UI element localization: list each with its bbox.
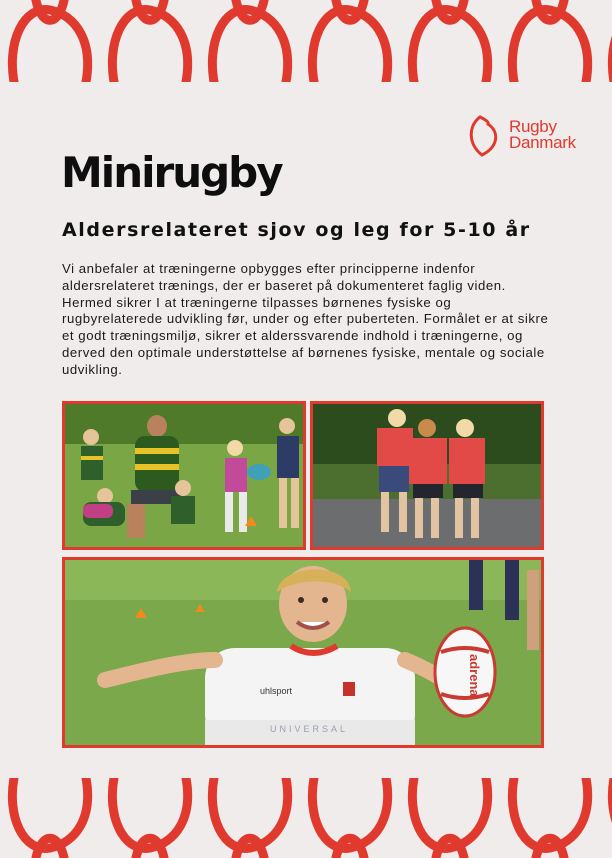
shirt-sponsor-text: UNIVERSAL <box>270 724 349 734</box>
shirt-brand-text: uhlsport <box>260 686 293 696</box>
photo-children-training-with-coach <box>62 401 306 550</box>
logo-word-danmark: Danmark <box>509 133 576 152</box>
seam-pattern-motif <box>512 778 587 858</box>
logo-word-rugby: Rugby <box>509 117 557 136</box>
seam-pattern-motif <box>12 778 87 858</box>
seam-pattern-motif <box>12 0 87 82</box>
seam-pattern-motif <box>112 778 187 858</box>
rugby-ball-logo-icon <box>466 114 506 158</box>
seam-pattern-motif <box>412 778 487 858</box>
photo-smiling-boy-with-rugby-ball <box>62 557 544 748</box>
seam-pattern-motif <box>512 0 587 82</box>
seam-pattern-motif <box>412 0 487 82</box>
top-decorative-band <box>0 0 612 82</box>
photo-children-in-red-shirts <box>310 401 544 550</box>
page-subtitle: Aldersrelateret sjov og leg for 5-10 år <box>62 219 531 241</box>
ball-brand-text: adrena <box>467 654 482 697</box>
rugby-danmark-logo <box>466 114 601 158</box>
seam-pattern-motif <box>112 0 187 82</box>
seam-pattern-motif <box>312 778 387 858</box>
intro-paragraph: Vi anbefaler at træningerne opbygges efter principperne indenfor aldersrelateret trænings, der er baseret på dokumenteret faglig viden. Hermed sikrer I at træningerne tilpasses børnenes fysiske og rugbyrelaterede udvikling før, under og efter puberteten. Formålet er at sikre et godt træningsmiljø, sikrer et alderssvarende indhold i træningerne, og derved den optimale understøttelse af børnenes fysiske, mentale og sociale udvikling. <box>62 261 549 377</box>
seam-pattern-motif <box>312 0 387 82</box>
page-title: Minirugby <box>61 148 282 197</box>
bottom-decorative-band <box>0 778 612 858</box>
seam-pattern-motif <box>212 0 287 82</box>
seam-pattern-motif <box>212 778 287 858</box>
